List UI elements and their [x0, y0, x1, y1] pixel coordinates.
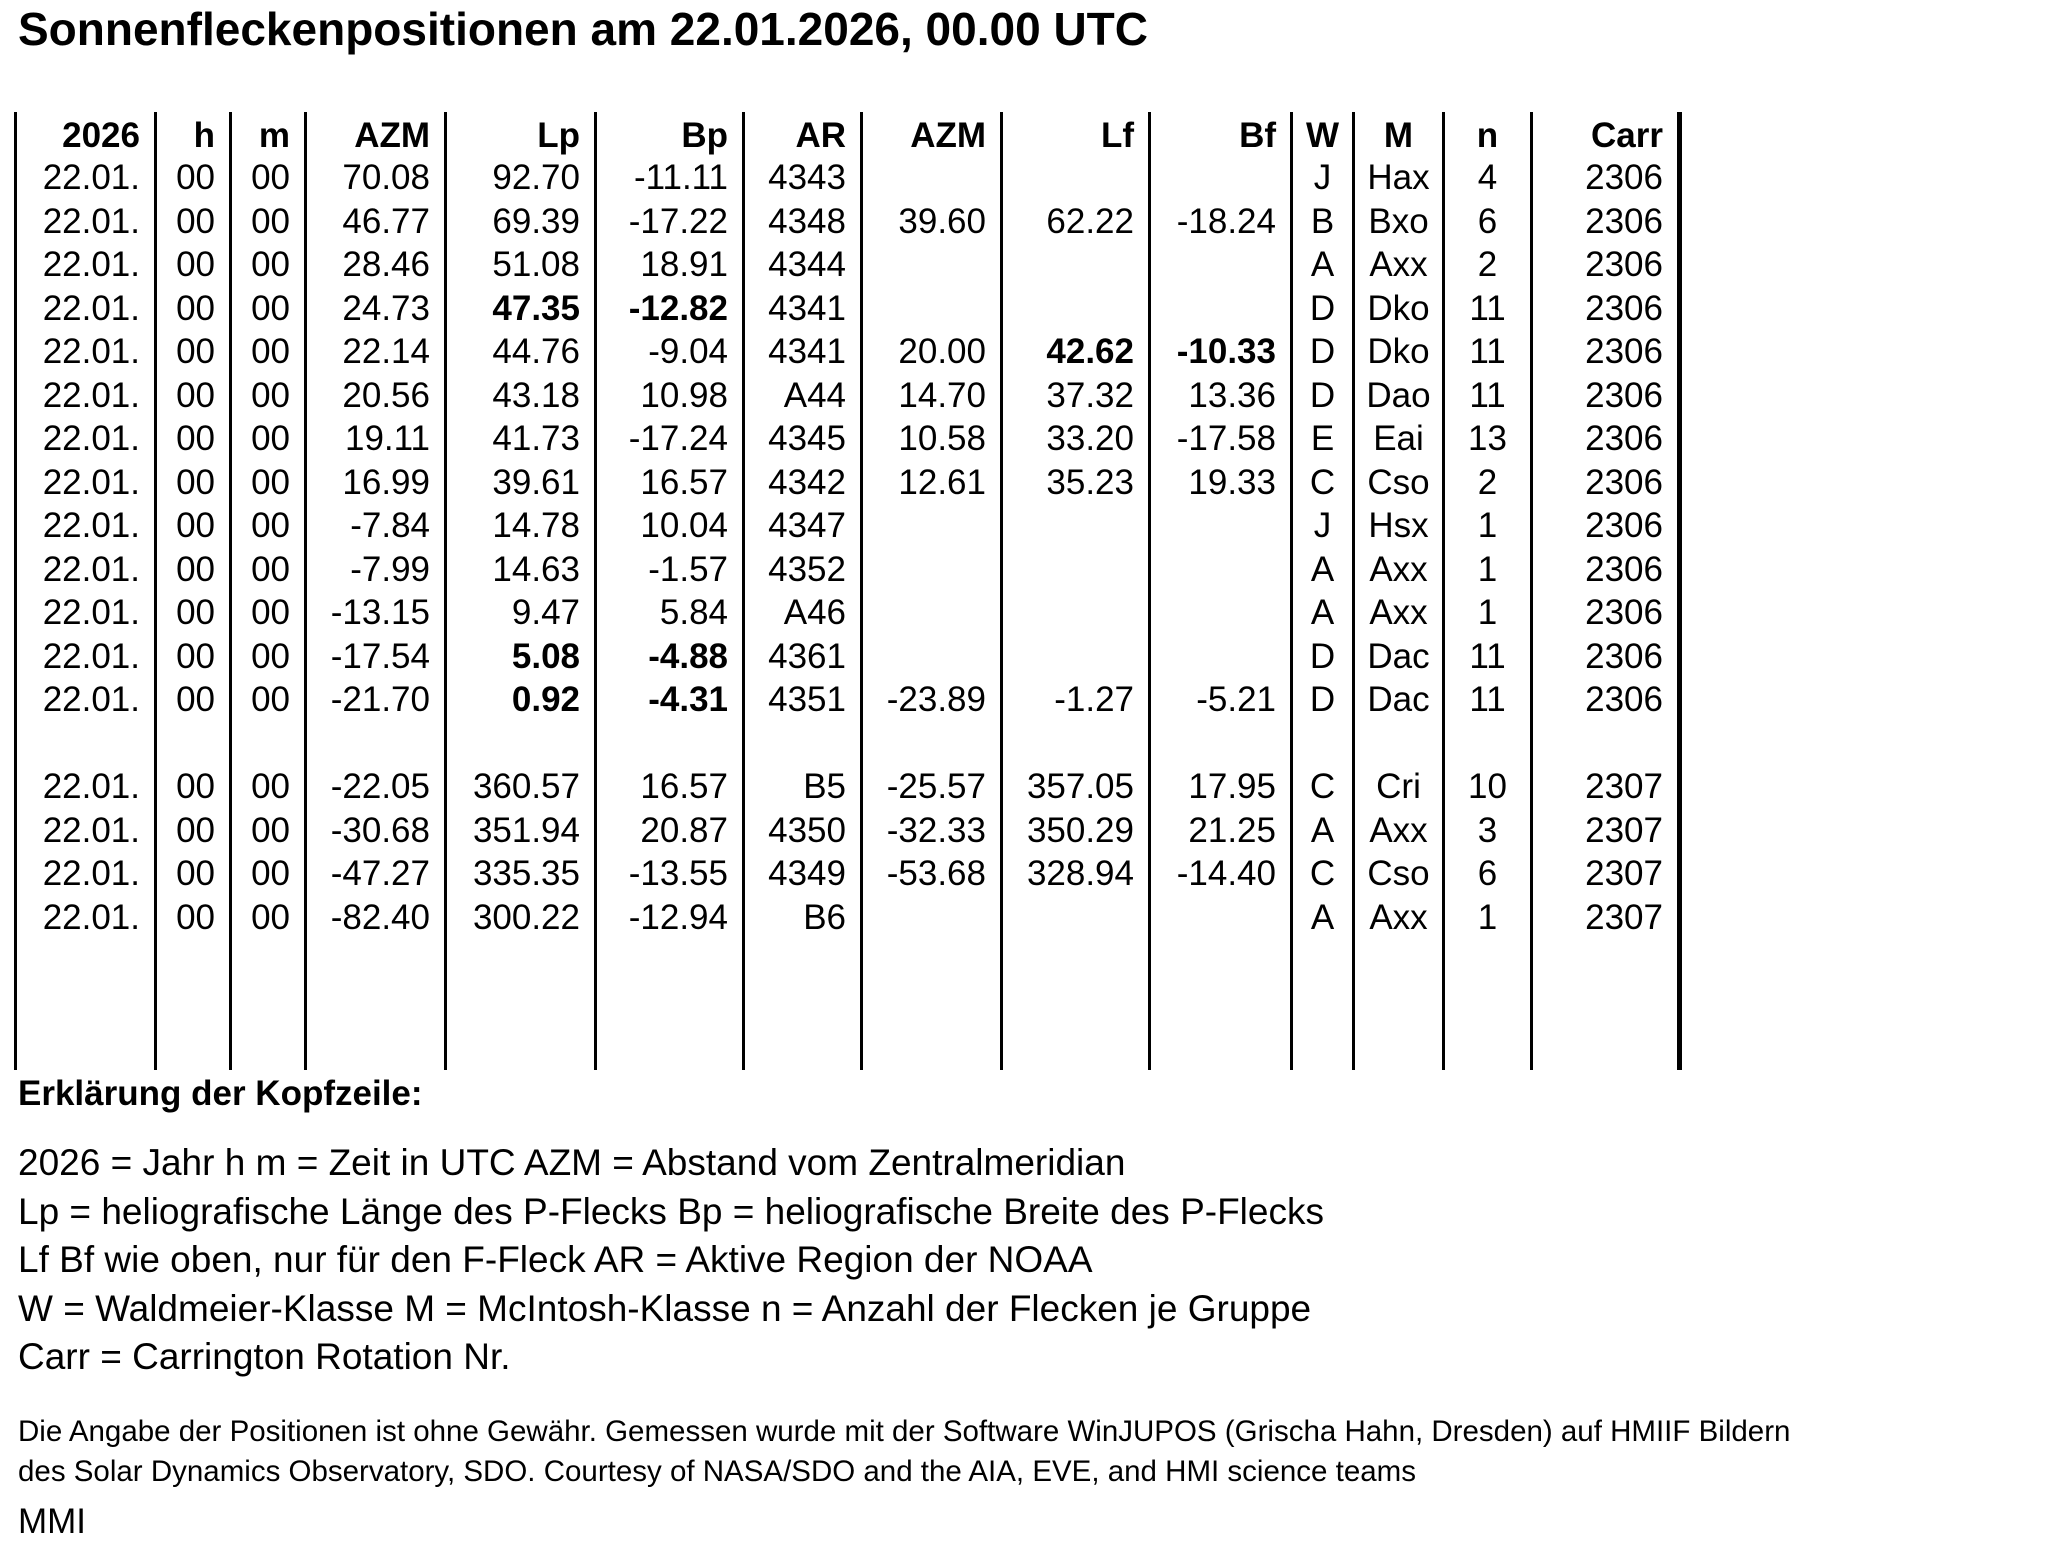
table-cell: 14.63 [492, 549, 580, 589]
table-cell: 1 [1477, 506, 1498, 545]
table-cell: 22.01. [42, 288, 140, 328]
table-cell: 00 [251, 897, 290, 937]
column-header: Bp [681, 116, 728, 155]
table-cell: 70.08 [342, 158, 430, 197]
table-cell: 4350 [768, 810, 846, 850]
table-cell: A [1310, 810, 1335, 850]
table-cell: 00 [176, 897, 215, 937]
column-azm-p [304, 112, 444, 1070]
table-cell: Cri [1376, 767, 1421, 806]
table-cell: 12.61 [898, 462, 986, 502]
table-cell: 33.20 [1046, 419, 1134, 458]
column-bf [1148, 112, 1290, 1070]
table-cell: 2306 [1585, 506, 1663, 545]
table-cell: -18.24 [1176, 201, 1276, 241]
table-cell: 10.04 [640, 506, 728, 545]
table-cell: 00 [251, 506, 290, 545]
table-cell: -9.04 [648, 332, 728, 371]
column-hour [154, 112, 229, 1070]
column-carr [1530, 112, 1682, 1070]
table-cell: Dao [1366, 375, 1431, 415]
table-cell: 22.01. [42, 636, 140, 676]
table-cell: 22.01. [42, 810, 140, 850]
table-cell: 300.22 [472, 897, 580, 937]
table-cell: 4343 [768, 158, 846, 197]
table-cell: -1.27 [1054, 680, 1134, 719]
table-cell: -10.33 [1176, 332, 1276, 371]
table-cell: 22.01. [42, 332, 140, 371]
column-header: M [1383, 116, 1414, 155]
table-cell: 13 [1468, 419, 1507, 458]
table-cell: 47.35 [492, 288, 580, 328]
table-cell: 14.78 [492, 506, 580, 545]
table-cell: -22.05 [330, 767, 430, 806]
column-header: m [258, 116, 290, 155]
table-cell: 11 [1469, 288, 1506, 328]
table-cell: 00 [251, 854, 290, 893]
table-cell: 2306 [1585, 375, 1663, 415]
table-cell: 17.95 [1188, 767, 1276, 806]
table-cell: Hax [1367, 158, 1430, 197]
table-cell: 24.73 [342, 288, 430, 328]
table-cell: 2307 [1585, 810, 1663, 850]
table-cell: 16.99 [342, 462, 430, 502]
column-header: 2026 [62, 116, 140, 155]
table-cell: 00 [251, 680, 290, 719]
table-cell: 00 [176, 680, 215, 719]
table-cell: 1 [1477, 593, 1498, 632]
table-cell: 69.39 [492, 201, 580, 241]
column-mcintosh [1352, 112, 1442, 1070]
table-cell: 46.77 [342, 201, 430, 241]
table-cell: 6 [1477, 201, 1498, 241]
table-cell: 11 [1469, 636, 1506, 676]
table-cell: 11 [1469, 680, 1506, 719]
table-cell: 00 [176, 201, 215, 241]
table-cell: 2307 [1585, 854, 1663, 893]
table-cell: 22.01. [42, 897, 140, 937]
table-cell: 4 [1477, 158, 1498, 197]
table-cell: -21.70 [330, 680, 430, 719]
table-cell: Axx [1369, 593, 1428, 632]
column-count [1442, 112, 1530, 1070]
table-cell: 2306 [1585, 593, 1663, 632]
table-cell: 350.29 [1026, 810, 1134, 850]
table-cell: -11.11 [633, 158, 728, 197]
table-cell: 22.01. [42, 158, 140, 197]
table-cell: 4349 [768, 854, 846, 893]
column-waldmeier [1290, 112, 1352, 1070]
table-cell: Dko [1367, 288, 1430, 328]
legend-line: W = Waldmeier-Klasse M = McIntosh-Klasse n = Anzahl der Flecken je Gruppe [18, 1287, 1312, 1329]
table-cell: 22.01. [42, 506, 140, 545]
table-cell: D [1309, 332, 1336, 371]
legend [18, 1139, 1324, 1382]
table-cell: 2306 [1585, 462, 1663, 502]
column-header: Bf [1239, 116, 1276, 155]
table-cell: 22.01. [42, 419, 140, 458]
note-line: Die Angabe der Positionen ist ohne Gewähr. Gemessen wurde mit der Software WinJUPOS (Grischa Hahn, Dresden) auf HMIIF Bildern [18, 1415, 1791, 1448]
table-cell: 4347 [768, 506, 846, 545]
table-cell: 357.05 [1026, 767, 1134, 806]
table-cell: 4345 [768, 419, 846, 458]
table-cell: 4341 [768, 332, 846, 371]
legend-line: Carr = Carrington Rotation Nr. [18, 1336, 511, 1377]
table-cell: 00 [251, 201, 290, 241]
table-cell: -17.58 [1176, 419, 1276, 458]
table-cell: 62.22 [1046, 201, 1134, 241]
table-cell: 4348 [768, 201, 846, 241]
table-cell: D [1309, 375, 1336, 415]
table-cell: 16.57 [640, 462, 728, 502]
column-header: Carr [1591, 116, 1663, 155]
table-cell: 2306 [1585, 680, 1663, 719]
table-cell: 5.84 [659, 593, 728, 632]
table-cell: Cso [1367, 462, 1430, 502]
note-line: des Solar Dynamics Observatory, SDO. Courtesy of NASA/SDO and the AIA, EVE, and HMI science teams [18, 1455, 1416, 1488]
column-header: AZM [354, 116, 430, 155]
table-cell: A [1310, 549, 1335, 589]
table-cell: 00 [176, 462, 215, 502]
table-cell: 37.32 [1046, 375, 1134, 415]
table-cell: 00 [176, 636, 215, 676]
column-date [14, 112, 154, 1070]
table-cell: 2306 [1585, 419, 1663, 458]
column-header: Lp [537, 116, 580, 155]
table-cell: A [1310, 245, 1335, 284]
table-cell: 19.33 [1188, 462, 1276, 502]
table-cell: 00 [176, 549, 215, 589]
table-cell: 22.01. [42, 767, 140, 806]
table-cell: 92.70 [492, 158, 580, 197]
table-cell: -14.40 [1176, 854, 1276, 893]
table-cell: B5 [803, 767, 846, 806]
table-cell: A44 [783, 375, 846, 415]
table-cell: 00 [251, 549, 290, 589]
table-cell: 16.57 [640, 767, 728, 806]
table-cell: 22.14 [342, 332, 430, 371]
table-cell: Axx [1369, 549, 1428, 589]
table-cell: 4341 [768, 288, 846, 328]
table-cell: E [1310, 419, 1335, 458]
table-cell: A [1310, 593, 1335, 632]
table-cell: 4344 [768, 245, 846, 284]
table-cell: Dac [1367, 680, 1430, 719]
table-cell: -12.82 [628, 288, 728, 328]
table-cell: 00 [251, 375, 290, 415]
table-cell: -17.24 [628, 419, 728, 458]
table-cell: C [1309, 462, 1336, 502]
table-cell: 2 [1477, 245, 1498, 284]
table-cell: 2306 [1585, 288, 1663, 328]
table-cell: 5.08 [511, 636, 580, 676]
table-cell: -53.68 [886, 854, 986, 893]
table-cell: 4351 [768, 680, 846, 719]
table-cell: D [1309, 288, 1336, 328]
table-cell: 11 [1469, 332, 1506, 371]
table-cell: J [1313, 506, 1332, 545]
table-cell: -13.55 [628, 854, 728, 893]
table-cell: 39.60 [898, 201, 986, 241]
column-minute [229, 112, 304, 1070]
table-cell: 4352 [768, 549, 846, 589]
table-cell: 00 [176, 288, 215, 328]
table-cell: Dko [1367, 332, 1430, 371]
legend-line: Lf Bf wie oben, nur für den F-Fleck AR = Aktive Region der NOAA [18, 1239, 1093, 1280]
table-cell: 14.70 [898, 375, 986, 415]
table-cell: Bxo [1368, 201, 1429, 241]
table-cell: 20.56 [342, 375, 430, 415]
sunspot-table [14, 112, 1682, 1070]
table-cell: 00 [251, 462, 290, 502]
table-cell: -23.89 [886, 680, 986, 719]
table-cell: -17.54 [330, 636, 430, 676]
table-cell: 00 [251, 419, 290, 458]
table-cell: J [1313, 158, 1332, 197]
column-lf [1000, 112, 1148, 1070]
disclaimer-note [18, 1412, 1790, 1492]
table-cell: Axx [1369, 897, 1428, 937]
column-header: h [193, 116, 215, 155]
table-cell: 11 [1469, 375, 1506, 415]
table-cell: A46 [783, 593, 846, 632]
table-cell: 0.92 [511, 680, 580, 719]
table-cell: -25.57 [886, 767, 986, 806]
table-cell: 22.01. [42, 462, 140, 502]
table-cell: 9.47 [511, 593, 580, 632]
table-cell: 00 [251, 767, 290, 806]
table-cell: -12.94 [628, 897, 728, 937]
table-cell: 00 [251, 636, 290, 676]
column-header: Lf [1100, 116, 1134, 155]
table-cell: -30.68 [330, 810, 430, 850]
table-cell: Axx [1369, 245, 1428, 284]
column-header: AR [795, 116, 846, 155]
table-cell: Cso [1367, 854, 1430, 893]
table-cell: 00 [251, 245, 290, 284]
table-cell: 10.58 [898, 419, 986, 458]
table-cell: C [1309, 767, 1336, 806]
table-cell: 18.91 [640, 245, 728, 284]
table-cell: 335.35 [472, 854, 580, 893]
table-cell: 2 [1477, 462, 1498, 502]
column-header: n [1476, 116, 1499, 155]
table-cell: 2307 [1585, 767, 1663, 806]
table-cell: D [1309, 636, 1336, 676]
table-cell: Eai [1373, 419, 1424, 458]
table-cell: -4.31 [648, 680, 728, 719]
table-cell: B [1310, 201, 1335, 241]
column-header: AZM [910, 116, 986, 155]
table-cell: 00 [251, 288, 290, 328]
table-cell: 00 [176, 158, 215, 197]
table-cell: 4361 [768, 636, 846, 676]
table-cell: 6 [1477, 854, 1498, 893]
table-cell: 1 [1477, 897, 1498, 937]
table-cell: 41.73 [492, 419, 580, 458]
table-cell: 43.18 [492, 375, 580, 415]
table-cell: 10.98 [640, 375, 728, 415]
table-cell: 00 [176, 506, 215, 545]
table-cell: Dac [1367, 636, 1430, 676]
table-cell: -13.15 [330, 593, 430, 632]
table-cell: 22.01. [42, 245, 140, 284]
legend-line: 2026 = Jahr h m = Zeit in UTC AZM = Abstand vom Zentralmeridian [18, 1142, 1126, 1183]
table-cell: -82.40 [330, 897, 430, 937]
table-cell: 22.01. [42, 854, 140, 893]
table-cell: 22.01. [42, 680, 140, 719]
table-cell: 13.36 [1188, 375, 1276, 415]
table-cell: 22.01. [42, 593, 140, 632]
table-cell: 22.01. [42, 549, 140, 589]
table-cell: 00 [176, 245, 215, 284]
table-cell: 360.57 [472, 767, 580, 806]
table-cell: 19.11 [345, 419, 430, 458]
table-cell: 00 [251, 593, 290, 632]
column-lp [444, 112, 594, 1070]
table-cell: -5.21 [1196, 680, 1276, 719]
table-cell: 00 [251, 810, 290, 850]
legend-line: Lp = heliografische Länge des P-Flecks Bp = heliografische Breite des P-Flecks [18, 1190, 1324, 1232]
table-cell: 22.01. [42, 375, 140, 415]
table-cell: 44.76 [492, 332, 580, 371]
table-cell: 2306 [1585, 245, 1663, 284]
table-cell: 00 [176, 375, 215, 415]
table-cell: -7.99 [350, 549, 430, 589]
table-cell: 00 [176, 332, 215, 371]
table-cell: 4342 [768, 462, 846, 502]
page-title: Sonnenfleckenpositionen am 22.01.2026, 00.00 UTC [18, 3, 1148, 55]
table-cell: 2306 [1585, 158, 1663, 197]
table-cell: 00 [176, 419, 215, 458]
table-cell: -4.88 [648, 636, 728, 676]
table-cell: 00 [176, 767, 215, 806]
table-cell: -7.84 [350, 506, 430, 545]
table-cell: 35.23 [1046, 462, 1134, 502]
table-cell: 2306 [1585, 636, 1663, 676]
column-azm-f [860, 112, 1000, 1070]
table-cell: 20.00 [898, 332, 986, 371]
table-cell: 2307 [1585, 897, 1663, 937]
table-cell: A [1310, 897, 1335, 937]
table-cell: D [1309, 680, 1336, 719]
table-cell: -47.27 [330, 854, 430, 893]
table-cell: 42.62 [1046, 332, 1134, 371]
table-cell: 2306 [1585, 201, 1663, 241]
column-bp [594, 112, 742, 1070]
table-cell: 2306 [1585, 332, 1663, 371]
table-cell: 00 [251, 158, 290, 197]
table-cell: Axx [1369, 810, 1428, 850]
table-cell: 3 [1477, 810, 1498, 850]
table-cell: 00 [251, 332, 290, 371]
table-cell: -32.33 [886, 810, 986, 850]
table-cell: 1 [1477, 549, 1498, 589]
table-cell: 51.08 [492, 245, 580, 284]
table-cell: B6 [803, 897, 846, 937]
table-cell: 328.94 [1026, 854, 1134, 893]
table-cell: 2306 [1585, 549, 1663, 589]
table-cell: 10 [1468, 767, 1507, 806]
column-header: W [1305, 116, 1340, 155]
table-cell: -1.57 [648, 549, 728, 589]
column-ar [742, 112, 860, 1070]
table-cell: 00 [176, 593, 215, 632]
table-cell: 00 [176, 810, 215, 850]
table-cell: 22.01. [42, 201, 140, 241]
table-cell: -17.22 [628, 201, 728, 241]
table-cell: 21.25 [1188, 810, 1276, 850]
table-cell: C [1309, 854, 1336, 893]
signature: MMI [18, 1502, 87, 1541]
table-cell: 39.61 [492, 462, 580, 502]
legend-title: Erklärung der Kopfzeile: [18, 1074, 423, 1113]
table-cell: 351.94 [472, 810, 580, 850]
table-cell: 00 [176, 854, 215, 893]
table-cell: 20.87 [640, 810, 728, 850]
table-cell: Hsx [1368, 506, 1429, 545]
table-cell: 28.46 [342, 245, 430, 284]
